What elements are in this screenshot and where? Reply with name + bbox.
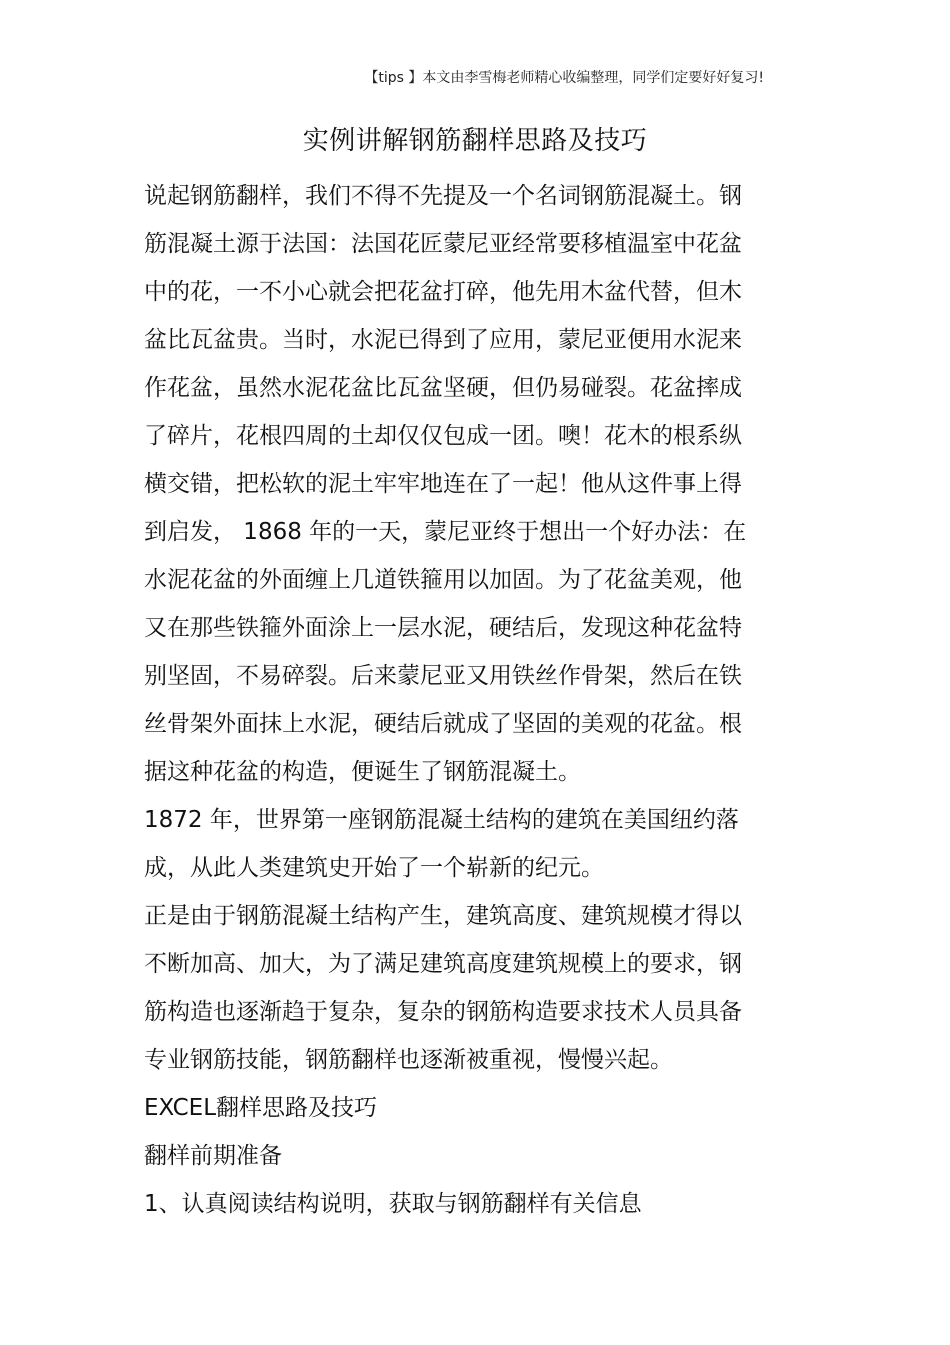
document-body bbox=[144, 172, 754, 1228]
section-heading: EXCEL翻样思路及技巧 bbox=[144, 1095, 378, 1121]
text-line: 作花盆，虽然水泥花盆比瓦盆坚硬，但仍易碰裂。花盆摔成 bbox=[144, 375, 742, 401]
list-item: 1、认真阅读结构说明，获取与钢筋翻样有关信息 bbox=[144, 1191, 642, 1217]
section-heading: 翻样前期准备 bbox=[144, 1143, 282, 1169]
text-line: 筋构造也逐渐趋于复杂，复杂的钢筋构造要求技术人员具备 bbox=[144, 999, 742, 1025]
text-line: 成，从此人类建筑史开始了一个崭新的纪元。 bbox=[144, 855, 604, 881]
text-line: 了碎片，花根四周的土却仅仅包成一团。噢！花木的根系纵 bbox=[144, 423, 742, 449]
text-line: 1872 年，世界第一座钢筋混凝土结构的建筑在美国纽约落 bbox=[144, 807, 739, 833]
text-line: 丝骨架外面抹上水泥，硬结后就成了坚固的美观的花盆。根 bbox=[144, 711, 742, 737]
text-line: 不断加高、加大，为了满足建筑高度建筑规模上的要求，钢 bbox=[144, 951, 742, 977]
text-line: 到启发， 1868 年的一天，蒙尼亚终于想出一个好办法：在 bbox=[144, 519, 747, 545]
text-line: 据这种花盆的构造，便诞生了钢筋混凝土。 bbox=[144, 759, 581, 785]
text-line: 横交错，把松软的泥土牢牢地连在了一起！他从这件事上得 bbox=[144, 471, 742, 497]
page-title: 实例讲解钢筋翻样思路及技巧 bbox=[302, 126, 648, 156]
text-line: 水泥花盆的外面缠上几道铁箍用以加固。为了花盆美观，他 bbox=[144, 567, 742, 593]
header-tips: 【tips 】本文由李雪梅老师精心收编整理，同学们定要好好复习! bbox=[364, 70, 764, 86]
text-line: 说起钢筋翻样，我们不得不先提及一个名词钢筋混凝土。钢 bbox=[144, 183, 742, 209]
text-line: 筋混凝土源于法国：法国花匠蒙尼亚经常要移植温室中花盆 bbox=[144, 231, 742, 257]
text-line: 正是由于钢筋混凝土结构产生，建筑高度、建筑规模才得以 bbox=[144, 903, 742, 929]
text-line: 又在那些铁箍外面涂上一层水泥，硬结后，发现这种花盆特 bbox=[144, 615, 742, 641]
text-line: 盆比瓦盆贵。当时，水泥已得到了应用，蒙尼亚便用水泥来 bbox=[144, 327, 742, 353]
text-line: 别坚固，不易碎裂。后来蒙尼亚又用铁丝作骨架，然后在铁 bbox=[144, 663, 742, 689]
text-line: 专业钢筋技能，钢筋翻样也逐渐被重视，慢慢兴起。 bbox=[144, 1047, 673, 1073]
text-line: 中的花，一不小心就会把花盆打碎，他先用木盆代替，但木 bbox=[144, 279, 742, 305]
